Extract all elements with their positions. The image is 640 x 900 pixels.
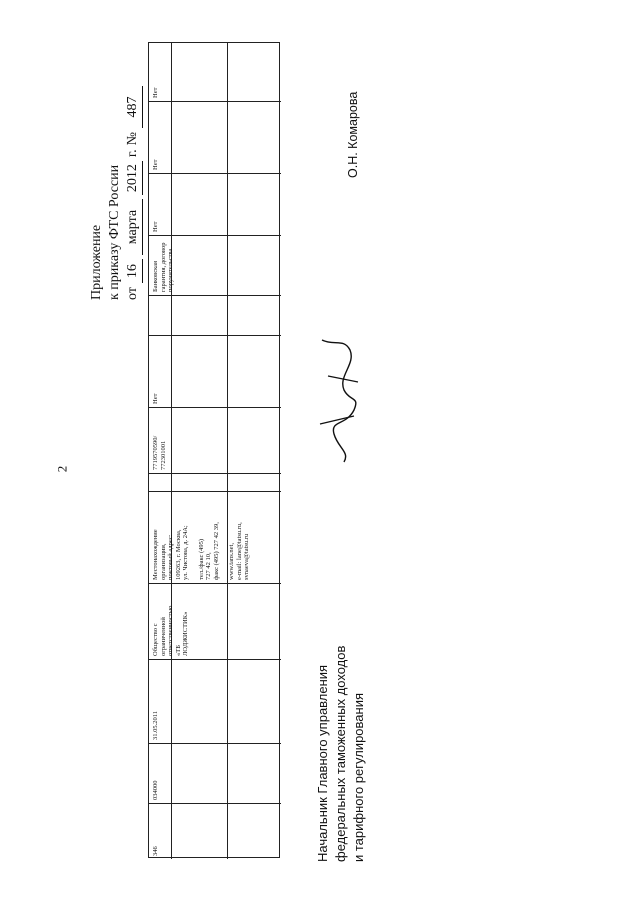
- appendix-title: Приложение: [89, 224, 104, 300]
- order-date-line: [124, 86, 143, 300]
- table-column-divider: [149, 583, 281, 584]
- table-cell: Местонахождение организации, почтовый адрес: 109263, г. Москва, ул. Чистова, д. 24А; тел./факс (495) 727 42 10, факс (495) 727 42 39, www.tans.net, e-mail: lane@tatsu.ru, svnaeva@tatsu.ru: [152, 522, 251, 580]
- table-cell: Нет: [152, 393, 159, 404]
- table-cell: Нет: [152, 221, 159, 232]
- order-year: 2012: [124, 161, 143, 195]
- year-suffix: г.: [125, 149, 140, 158]
- table-cell: 034000: [152, 780, 159, 800]
- table-column-divider: [149, 295, 281, 296]
- handwritten-signature: [314, 336, 366, 466]
- table-row-divider: [227, 43, 228, 859]
- table-cell: 346: [152, 846, 159, 856]
- table-cell: [152, 298, 160, 332]
- signatory-name: О.Н. Комарова: [346, 91, 360, 178]
- table-column-divider: [149, 659, 281, 660]
- order-month: марта: [124, 199, 143, 255]
- order-reference: к приказу ФТС России: [107, 164, 122, 300]
- table-body: [148, 42, 280, 858]
- position-line-2: федеральных таможенных доходов: [333, 645, 348, 862]
- table-column-divider: [149, 743, 281, 744]
- position-line-1: Начальник Главного управления: [315, 664, 330, 862]
- table-cell: 7719570590/ 772301001: [152, 435, 167, 470]
- table-column-divider: [149, 335, 281, 336]
- table-cell: Нет: [152, 87, 159, 98]
- table-column-divider: [149, 173, 281, 174]
- order-number: 487: [124, 86, 143, 128]
- signatory-position: [314, 646, 368, 862]
- order-header: [88, 86, 143, 300]
- number-sign: №: [125, 132, 140, 146]
- table-column-divider: [149, 235, 281, 236]
- table-cell: Нет: [152, 159, 159, 170]
- table-column-divider: [149, 473, 281, 474]
- registry-table: [148, 42, 280, 858]
- position-line-3: и тарифного регулирования: [351, 693, 366, 862]
- table-column-divider: [149, 101, 281, 102]
- table-cell: Банковская гарантия, договор поручительства: [152, 242, 175, 292]
- order-day: 16: [124, 259, 143, 283]
- page-number: 2: [54, 465, 69, 473]
- table-column-divider: [149, 803, 281, 804]
- from-label: от: [125, 287, 140, 300]
- table-cell: Общество с ограниченной ответственностью «ТБ ЛОДЖИСТИК»: [152, 605, 190, 656]
- table-row-divider: [171, 43, 172, 859]
- table-column-divider: [149, 407, 281, 408]
- table-cell: 31.05.2011: [152, 710, 159, 740]
